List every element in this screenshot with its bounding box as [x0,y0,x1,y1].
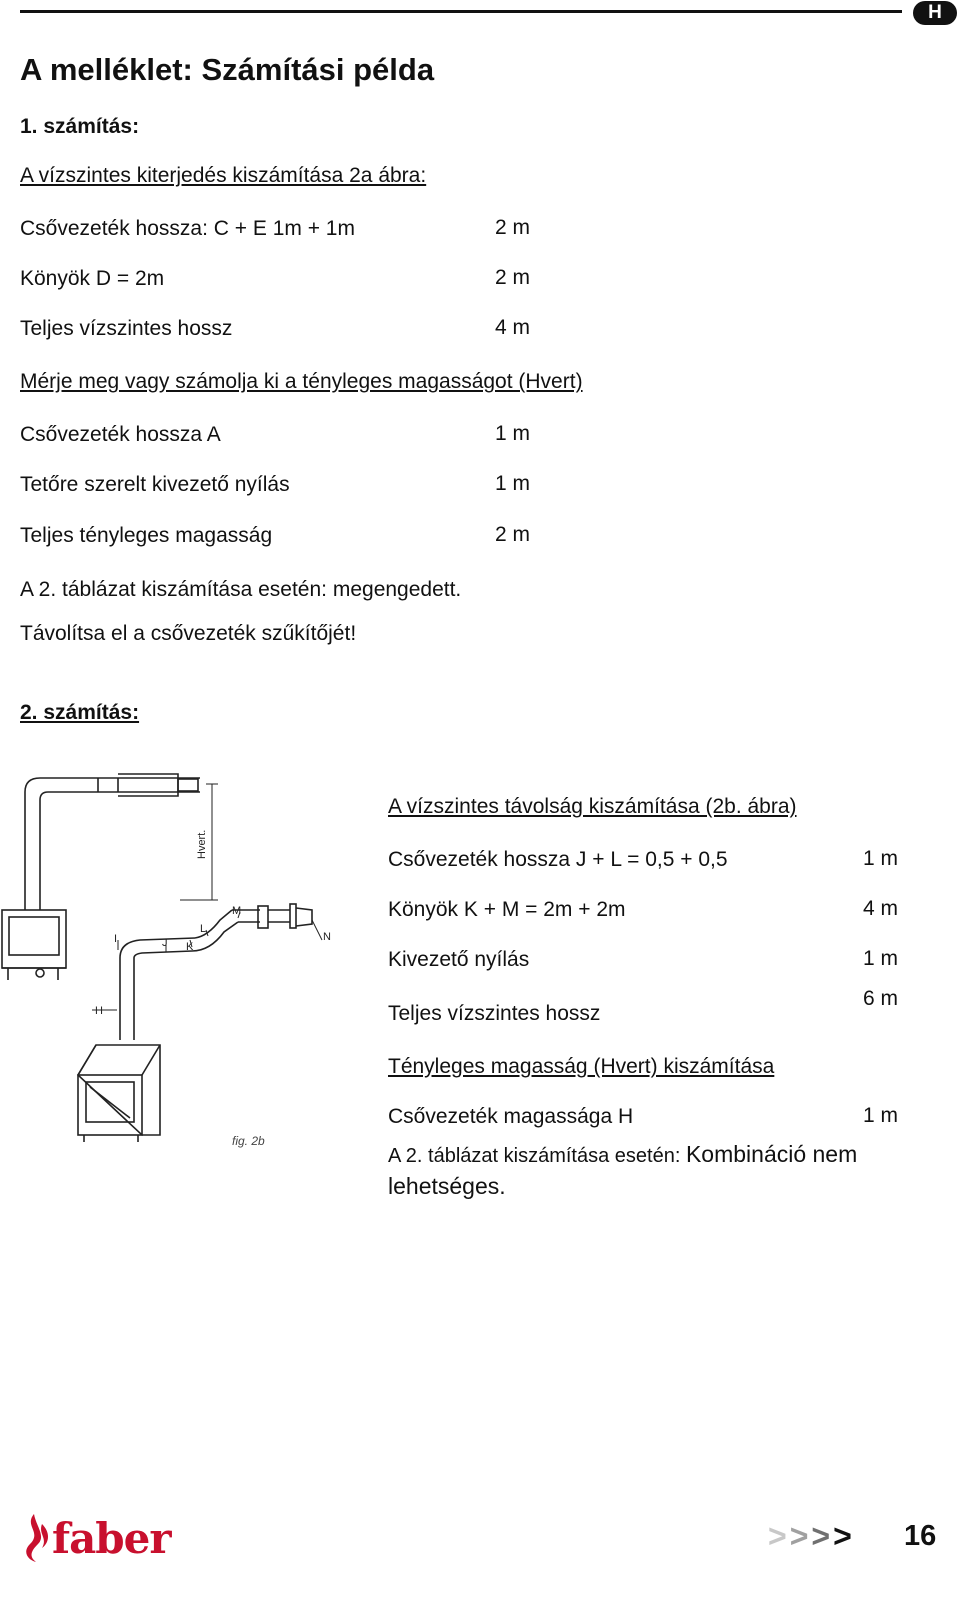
page-title: A melléklet: Számítási példa [20,52,435,87]
calc2-result-prefix: A 2. táblázat kiszámítása esetén: [388,1145,686,1167]
label-K: K [186,941,194,953]
calc2-row-label: Teljes vízszintes hossz [388,1002,601,1025]
calc2-row-label: Csővezeték hossza J + L = 0,5 + 0,5 [388,848,728,871]
calc1-row-label: Csővezeték hossza A [20,423,221,446]
calc2-heading: 2. számítás: [20,701,140,724]
calc2-row-value: 6 m [863,987,899,1010]
calc1-heading: 1. számítás: [20,115,140,138]
calc2-vertical-heading: Tényleges magasság (Hvert) kiszámítása [388,1055,775,1078]
label-L: L [200,923,207,935]
brand-logo: faber [52,1514,171,1563]
label-M: M [232,905,242,917]
arrow-icon: > [789,1518,812,1554]
calc2-horizontal-heading: A vízszintes távolság kiszámítása (2b. ábra) [388,795,797,818]
figure-caption: fig. 2b [232,1134,265,1148]
figure-2b-diagram [0,770,360,1160]
calc1-row-value: 2 m [495,523,531,546]
arrow-icon: > [768,1518,790,1554]
calc1-row-value: 4 m [495,316,531,339]
calc1-result: A 2. táblázat kiszámítása esetén: megengedett. [20,578,462,601]
top-rule [20,10,902,13]
calc1-row-value: 2 m [495,266,531,289]
label-N: N [323,931,331,943]
calc2-row-value: 1 m [863,947,899,970]
calc1-vertical-heading: Mérje meg vagy számolja ki a tényleges magasságot (Hvert) [20,370,583,393]
label-J: J [162,937,168,949]
calc2-result-verdict: Kombináció nem lehetséges. [388,1141,858,1199]
calc1-row-label: Teljes tényleges magasság [20,524,273,547]
calc1-row-value: 1 m [495,422,531,445]
calc1-row-label: Tetőre szerelt kivezető nyílás [20,473,290,496]
calc1-note: Távolítsa el a csővezeték szűkítőjét! [20,622,357,645]
language-badge: H [913,1,957,25]
label-H: H [95,1005,103,1017]
arrow-icon: > [833,1518,855,1554]
calc2-row-label: Kivezető nyílás [388,948,530,971]
label-I: I [114,933,118,945]
calc2-row-value: 1 m [863,847,899,870]
calc1-row-label: Könyök D = 2m [20,267,165,290]
calc2-result [388,1140,918,1204]
calc2-row-label: Könyök K + M = 2m + 2m [388,898,626,921]
page-number: 16 [904,1520,937,1552]
calc2-row-label: Csővezeték magassága H [388,1105,634,1128]
calc1-horizontal-heading: A vízszintes kiterjedés kiszámítása 2a ábra: [20,164,427,187]
hvert-label: Hvert. [196,829,208,859]
calc2-row-value: 4 m [863,897,899,920]
arrow-icon: > [811,1518,834,1554]
calc1-row-value: 2 m [495,216,531,239]
calc1-row-value: 1 m [495,472,531,495]
calc1-row-label: Csővezeték hossza: C + E 1m + 1m [20,217,355,240]
calc1-row-label: Teljes vízszintes hossz [20,317,233,340]
flame-logo-icon [16,1512,52,1564]
calc2-row-value: 1 m [863,1104,899,1127]
page-arrows [768,1518,855,1555]
